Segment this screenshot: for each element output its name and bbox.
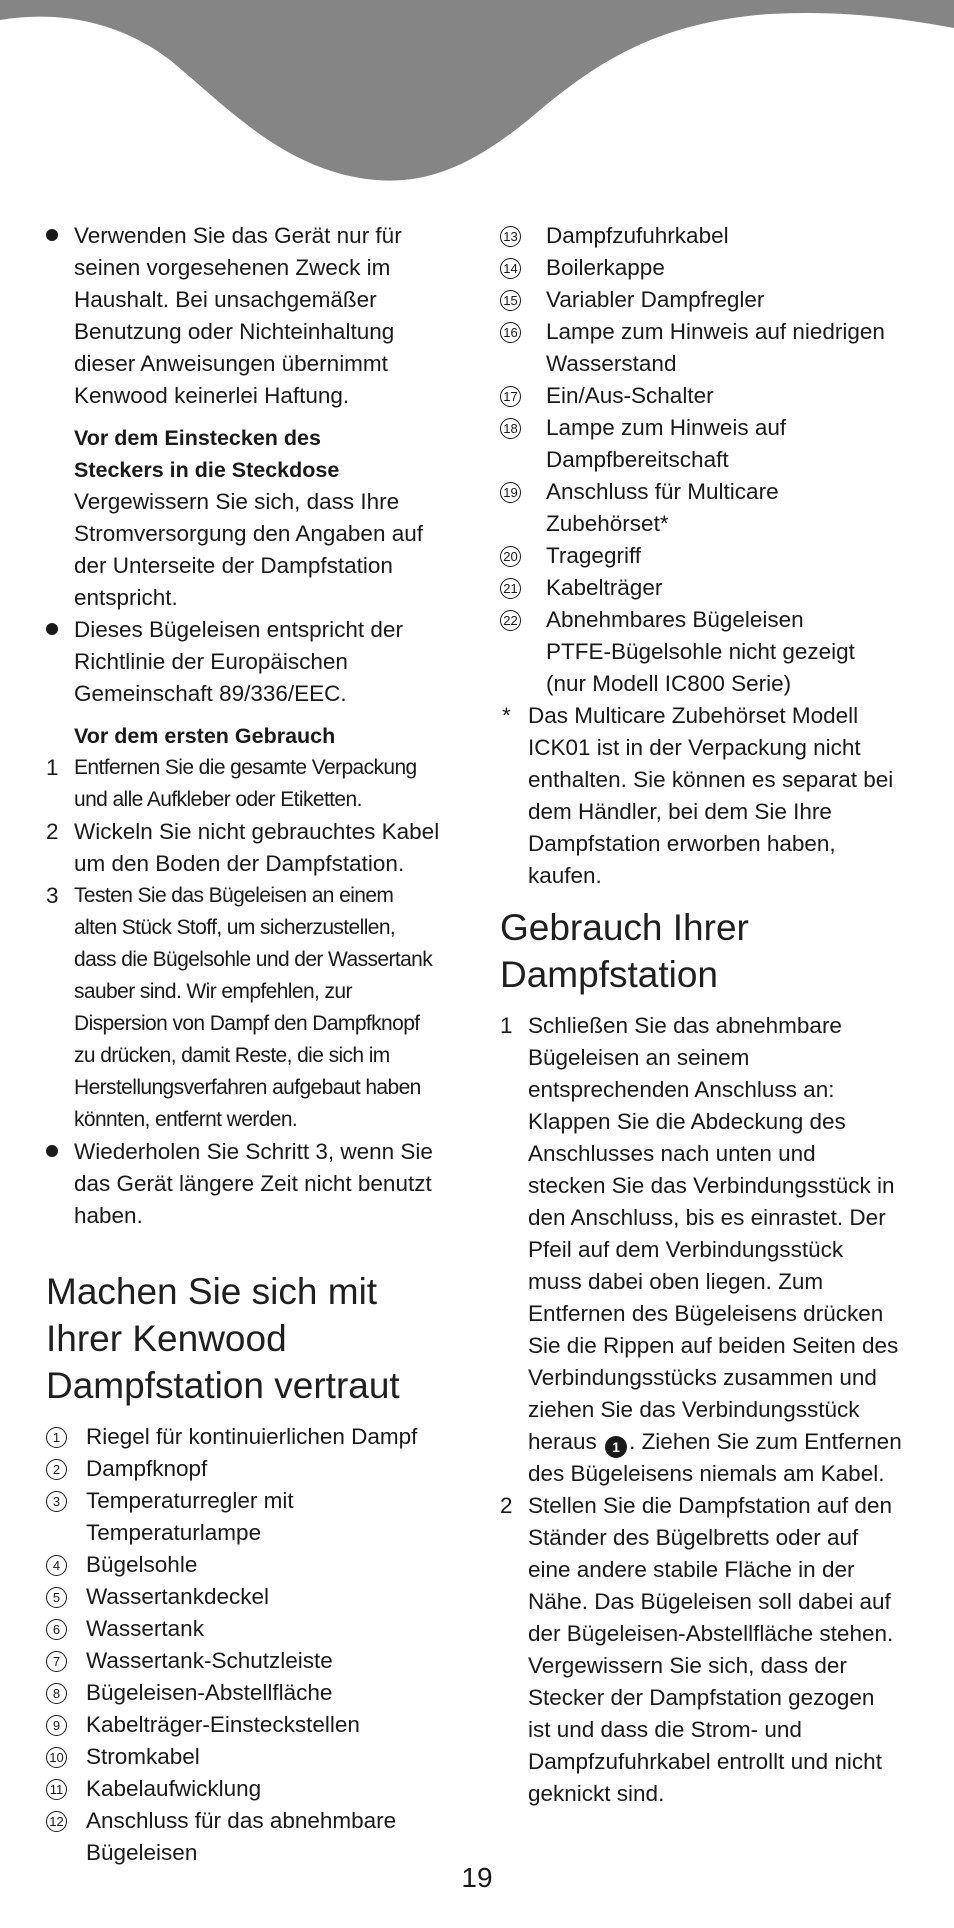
bullet-icon [46,1136,74,1168]
bullet-icon [46,220,74,252]
first-use-step-3: 3 Testen Sie das Bügeleisen an einem alten Stück Stoff, um sicherzustellen, dass die Bügelsohle und der Wassertank sauber sind. Wir empfehlen, zur Dispersion von Dampf den Dampfknopf zu drücken, damit Reste, die sich im Herstellungsverfahren aufgebaut haben könnten, entfernt werden. [46,883,433,1131]
part-item: 7 Wassertank-Schutzleiste [46,1645,466,1677]
figure-reference-icon: 1 [605,1436,627,1458]
before-plugging-in-text: Vergewissern Sie sich, dass Ihre Stromversorgung den Angaben auf der Unterseite der Dampfstation entspricht. [74,489,423,610]
part-item: 9 Kabelträger-Einsteckstellen [46,1709,466,1741]
part-item: 18 Lampe zum Hinweis auf Dampfbereitschaft [500,412,920,476]
part-item: 20 Tragegriff [500,540,920,572]
footnote: * Das Multicare Zubehörset Modell ICK01 ist in der Verpackung nicht enthalten. Sie können es separat bei dem Händler, bei dem Sie Ihre Dampfstation erworben haben, kaufen. [502,703,894,888]
part-item: 19 Anschluss für Multicare Zubehörset* [500,476,920,540]
usage-step-1: 1 Schließen Sie das abnehmbare Bügeleisen an seinem entsprechenden Anschluss an: Klappen Sie die Abdeckung des Anschlusses nach unten und stecken Sie das Verbindungsstück in den Anschluss, bis es einrastet. Der Pfeil auf dem Verbindungsstück muss dabei oben liegen. Zum Entfernen des Bügeleisens drücken Sie die Rippen auf beiden Seiten des Verbindungsstücks zusammen und ziehen Sie das Verbindungsstück heraus 1 . Ziehen Sie zum Entfernen des Bügeleisens niemals am Kabel. [500,1013,902,1486]
part-item: 3 Temperaturregler mit Temperaturlampe [46,1485,466,1549]
part-item: 10 Stromkabel [46,1741,466,1773]
first-use-step-2: 2 Wickeln Sie nicht gebrauchtes Kabel um den Boden der Dampfstation. [46,819,440,876]
page-number: 19 [461,1862,493,1893]
bullet-icon [46,614,74,646]
heading-before-plugging-in-line2: Steckers in die Steckdose [74,458,340,482]
heading-before-first-use: Vor dem ersten Gebrauch [74,724,336,748]
bullet-intended-use: Verwenden Sie das Gerät nur für seinen vorgesehenen Zweck im Haushalt. Bei unsachgemäßer Benutzung oder Nichteinhaltung dieser Anweisungen übernimmt Kenwood keinerlei Haftung. [46,220,466,412]
part-item: 15 Variabler Dampfregler [500,284,920,316]
part-item: 17 Ein/Aus-Schalter [500,380,920,412]
right-column [500,220,920,1810]
section-title-usage: Gebrauch Ihrer Dampfstation [500,907,749,995]
part-item: 12 Anschluss für das abnehmbare Bügeleisen [46,1805,466,1869]
part-item: 8 Bügeleisen-Abstellfläche [46,1677,466,1709]
part-item: 16 Lampe zum Hinweis auf niedrigen Wasserstand [500,316,920,380]
heading-before-plugging-in: Vor dem Einstecken des [74,426,321,450]
part-item: 21 Kabelträger [500,572,920,604]
bullet-repeat-step: Wiederholen Sie Schritt 3, wenn Sie das Gerät längere Zeit nicht benutzt haben. [46,1136,466,1232]
part-item: 6 Wassertank [46,1613,466,1645]
header-wave-graphic [0,0,954,240]
parts-list-right [500,220,920,700]
usage-step-2: 2 Stellen Sie die Dampfstation auf den Ständer des Bügelbretts oder auf eine andere stabile Fläche in der Nähe. Das Bügeleisen soll dabei auf der Bügeleisen-Abstellfläche stehen. Vergewissern Sie sich, dass der Stecker der Dampfstation gezogen ist und dass die Strom- und Dampfzufuhrkabel entrollt und nicht geknickt sind. [500,1493,894,1806]
part-item: 5 Wassertankdeckel [46,1581,466,1613]
left-column [46,220,466,1869]
part-item: 1 Riegel für kontinuierlichen Dampf [46,1421,466,1453]
part-item: 22 Abnehmbares Bügeleisen PTFE-Bügelsohle nicht gezeigt (nur Modell IC800 Serie) [500,604,920,700]
part-item: 11 Kabelaufwicklung [46,1773,466,1805]
part-item: 14 Boilerkappe [500,252,920,284]
parts-list-left [46,1421,466,1869]
part-item: 13 Dampfzufuhrkabel [500,220,920,252]
section-title-get-to-know: Machen Sie sich mit Ihrer Kenwood Dampfstation vertraut [46,1271,400,1406]
first-use-step-1: 1 Entfernen Sie die gesamte Verpackung und alle Aufkleber oder Etiketten. [46,755,417,811]
part-item: 2 Dampfknopf [46,1453,466,1485]
bullet-eu-directive: Dieses Bügeleisen entspricht der Richtlinie der Europäischen Gemeinschaft 89/336/EEC. [46,614,466,710]
part-item: 4 Bügelsohle [46,1549,466,1581]
